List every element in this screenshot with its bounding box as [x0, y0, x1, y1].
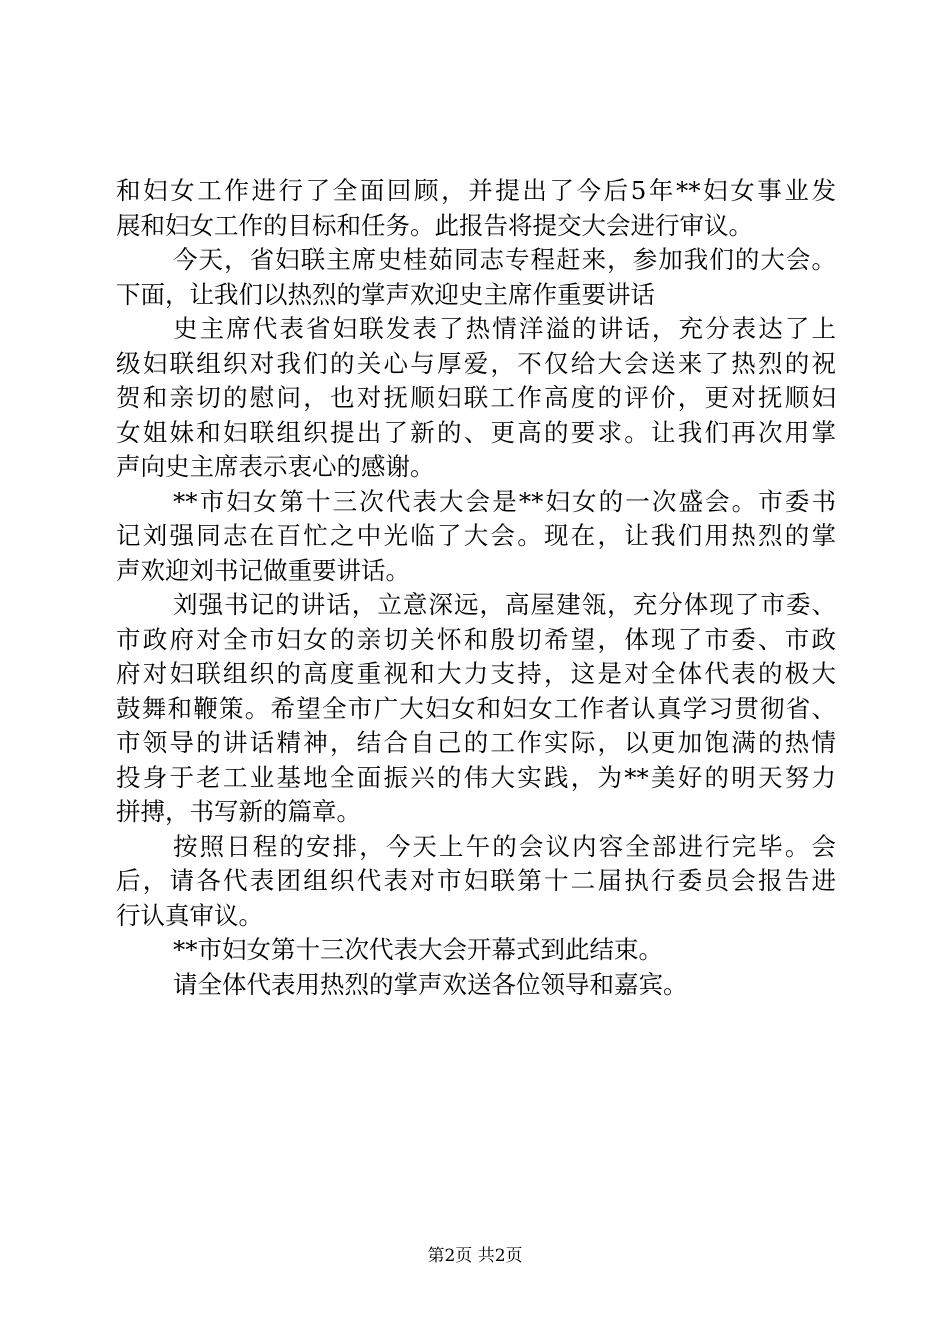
text-line: 府对妇联组织的高度重视和大力支持，这是对全体代表的极大 [116, 659, 836, 688]
document-body [116, 174, 836, 1002]
text-line: **市妇女第十三次代表大会开幕式到此结束。 [173, 935, 663, 964]
text-line: 下面，让我们以热烈的掌声欢迎史主席作重要讲话 [116, 279, 655, 309]
text-line: 声欢迎刘书记做重要讲话。 [116, 555, 410, 585]
text-line: 市政府对全市妇女的亲切关怀和殷切希望，体现了市委、市政 [116, 624, 836, 654]
text-line: 声向史主席表示衷心的感谢。 [116, 452, 435, 481]
page-footer: 第2页 共2页 [427, 1246, 523, 1266]
text-line: 刘强书记的讲话，立意深远，高屋建瓴，充分体现了市委、 [173, 590, 836, 619]
text-line: 鼓舞和鞭策。希望全市广大妇女和妇女工作者认真学习贯彻省、 [116, 693, 836, 723]
text-line: **市妇女第十三次代表大会是**妇女的一次盛会。市委书 [173, 486, 836, 516]
text-line: 市领导的讲话精神，结合自己的工作实际，以更加饱满的热情 [116, 728, 836, 757]
text-line: 级妇联组织对我们的关心与厚爱，不仅给大会送来了热烈的祝 [116, 348, 836, 378]
text-line: 按照日程的安排，今天上午的会议内容全部进行完毕。会 [173, 831, 836, 861]
text-line: 记刘强同志在百忙之中光临了大会。现在，让我们用热烈的掌 [116, 521, 836, 550]
text-line: 女姐妹和妇联组织提出了新的、更高的要求。让我们再次用掌 [116, 417, 836, 447]
text-line: 展和妇女工作的目标和任务。此报告将提交大会进行审议。 [116, 210, 753, 240]
text-line: 行认真审议。 [116, 900, 263, 930]
text-line: 投身于老工业基地全面振兴的伟大实践，为**美好的明天努力 [116, 762, 836, 792]
text-line: 史主席代表省妇联发表了热情洋溢的讲话，充分表达了上 [173, 314, 836, 343]
text-line: 后，请各代表团组织代表对市妇联第十二届执行委员会报告进 [116, 866, 836, 895]
text-line: 和妇女工作进行了全面回顾，并提出了今后5年**妇女事业发 [116, 176, 836, 205]
text-line: 今天，省妇联主席史桂茹同志专程赶来，参加我们的大会。 [173, 245, 836, 274]
text-line: 贺和亲切的慰问，也对抚顺妇联工作高度的评价，更对抚顺妇 [116, 383, 836, 412]
text-line: 请全体代表用热烈的掌声欢送各位领导和嘉宾。 [173, 969, 688, 999]
text-line: 拼搏，书写新的篇章。 [116, 797, 361, 826]
